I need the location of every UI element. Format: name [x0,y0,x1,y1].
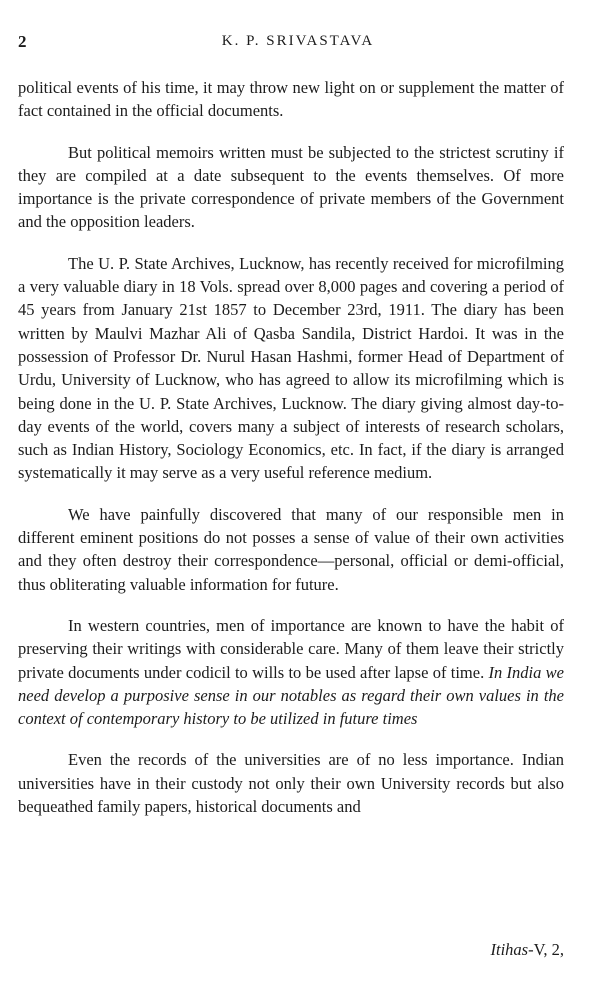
paragraph-responsible-men: We have painfully discovered that many of our responsible men in different eminent positions do not posses a sense of value of their own activities and they often destroy their correspondence—personal, official or demi-official, thus obliterating valuable information for future. [18,504,564,594]
page-footer [490,940,564,960]
paragraph-diary: The U. P. State Archives, Lucknow, has recently received for microfilming a very valuable diary in 18 Vols. spread over 8,000 pages and covering a period of 45 years from January 21st 1857 to December 23rd, 1911. The diary has been written by Maulvi Mazhar Ali of Qasba Sandila, District Hardoi. It was in the possession of Professor Dr. Nurul Hasan Hashmi, former Head of Department of Urdu, University of Lucknow, who has agreed to allow its microfilming which is being done in the U. P. State Archives, Lucknow. The diary giving almost day-to-day events of the world, covers many a subject of interests of research scholars, such as Indian History, Sociology Economics, etc. In fact, if the diary is arranged systematically it may serve as a very useful reference medium. [18,253,564,483]
paragraph-political-memoirs: But political memoirs written must be subjected to the strictest scrutiny if they are compiled at a date subsequent to the events themselves. Of more importance is the private correspondence of private members of the Government and the opposition leaders. [18,142,564,232]
page-header [18,32,578,54]
journal-issue: -V, 2, [528,940,564,959]
paragraph-universities: Even the records of the universities are of no less importance. Indian universities have in their custody not only their own University records but also bequeathed family papers, historical documents and [18,750,564,817]
paragraph-continuation: political events of his time, it may throw new light on or supplement the matter of fact contained in the official documents. [18,78,564,121]
running-head: K. P. SRIVASTAVA [221,33,375,49]
body-text [18,76,564,836]
western-countries-italic-text: In India we need develop a purposive sense in our notables as regard their own values in the context of contemporary history to be utilized in future times [18,662,564,729]
page-number: 2 [18,32,27,51]
journal-name: Itihas [490,940,529,959]
paragraph-western-countries [18,614,564,730]
western-countries-text: In western countries, men of importance are known to have the habit of preserving their writings with considerable care. Many of them leave their strictly private documents under codicil to wills to be used after lapse of time. [18,615,564,682]
